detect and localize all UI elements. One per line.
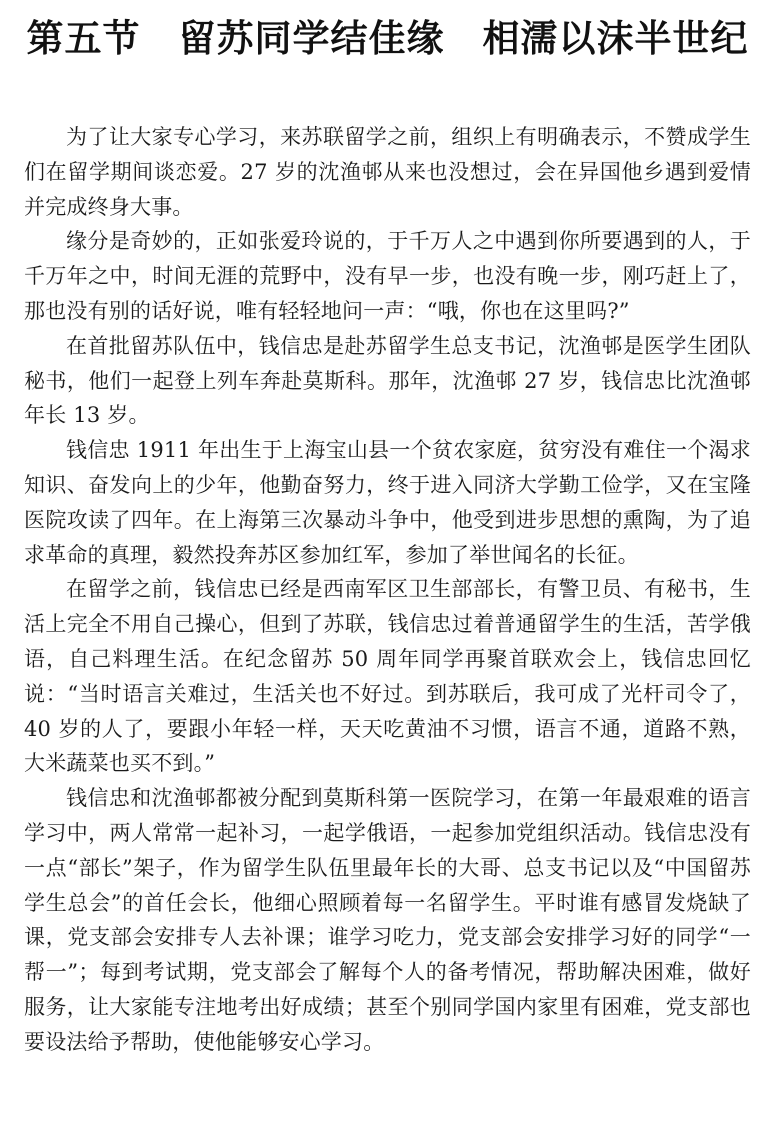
paragraph: 钱信忠和沈渔邨都被分配到莫斯科第一医院学习，在第一年最艰难的语言学习中，两人常常一起补习，一起学俄语，一起参加党组织活动。钱信忠没有一点“部长”架子，作为留学生队伍里最年长的大哥、总支书记以及“中国留苏学生总会”的首任会长，他细心照顾着每一名留学生。平时谁有感冒发烧缺了课，党支部会安排专人去补课；谁学习吃力，党支部会安排学习好的同学“一帮一”；每到考试期，党支部会了解每个人的备考情况，帮助解决困难，做好服务，让大家能专注地考出好成绩；甚至个别同学国内家里有困难，党支部也要设法给予帮助，使他能够安心学习。	[24, 786, 751, 1054]
body-text	[24, 120, 751, 1060]
paragraph: 为了让大家专心学习，来苏联留学之前，组织上有明确表示，不赞成学生们在留学期间谈恋爱。27 岁的沈渔邨从来也没想过，会在异国他乡遇到爱情并完成终身大事。	[24, 125, 751, 219]
paragraph: 缘分是奇妙的，正如张爱玲说的，于千万人之中遇到你所要遇到的人，于千万年之中，时间无涯的荒野中，没有早一步，也没有晚一步，刚巧赶上了，那也没有别的话好说，唯有轻轻地问一声：“哦，你也在这里吗?”	[24, 229, 751, 323]
paragraph: 在留学之前，钱信忠已经是西南军区卫生部部长，有警卫员、有秘书，生活上完全不用自己操心，但到了苏联，钱信忠过着普通留学生的生活，苦学俄语，自己料理生活。在纪念留苏 50 周年同学再聚首联欢会上，钱信忠回忆说：“当时语言关难过，生活关也不好过。到苏联后，我可成了光杆司令了，40 岁的人了，要跟小年轻一样，天天吃黄油不习惯，语言不通，道路不熟，大米蔬菜也买不到。”	[24, 577, 751, 776]
section-title: 第五节 留苏同学结佳缘 相濡以沫半世纪	[26, 17, 749, 60]
paragraph: 钱信忠 1911 年出生于上海宝山县一个贫农家庭，贫穷没有难住一个渴求知识、奋发向上的少年，他勤奋努力，终于进入同济大学勤工俭学，又在宝隆医院攻读了四年。在上海第三次暴动斗争中，他受到进步思想的熏陶，为了追求革命的真理，毅然投奔苏区参加红军，参加了举世闻名的长征。	[24, 438, 751, 567]
paragraph: 在首批留苏队伍中，钱信忠是赴苏留学生总支书记，沈渔邨是医学生团队秘书，他们一起登上列车奔赴莫斯科。那年，沈渔邨 27 岁，钱信忠比沈渔邨年长 13 岁。	[24, 333, 751, 428]
